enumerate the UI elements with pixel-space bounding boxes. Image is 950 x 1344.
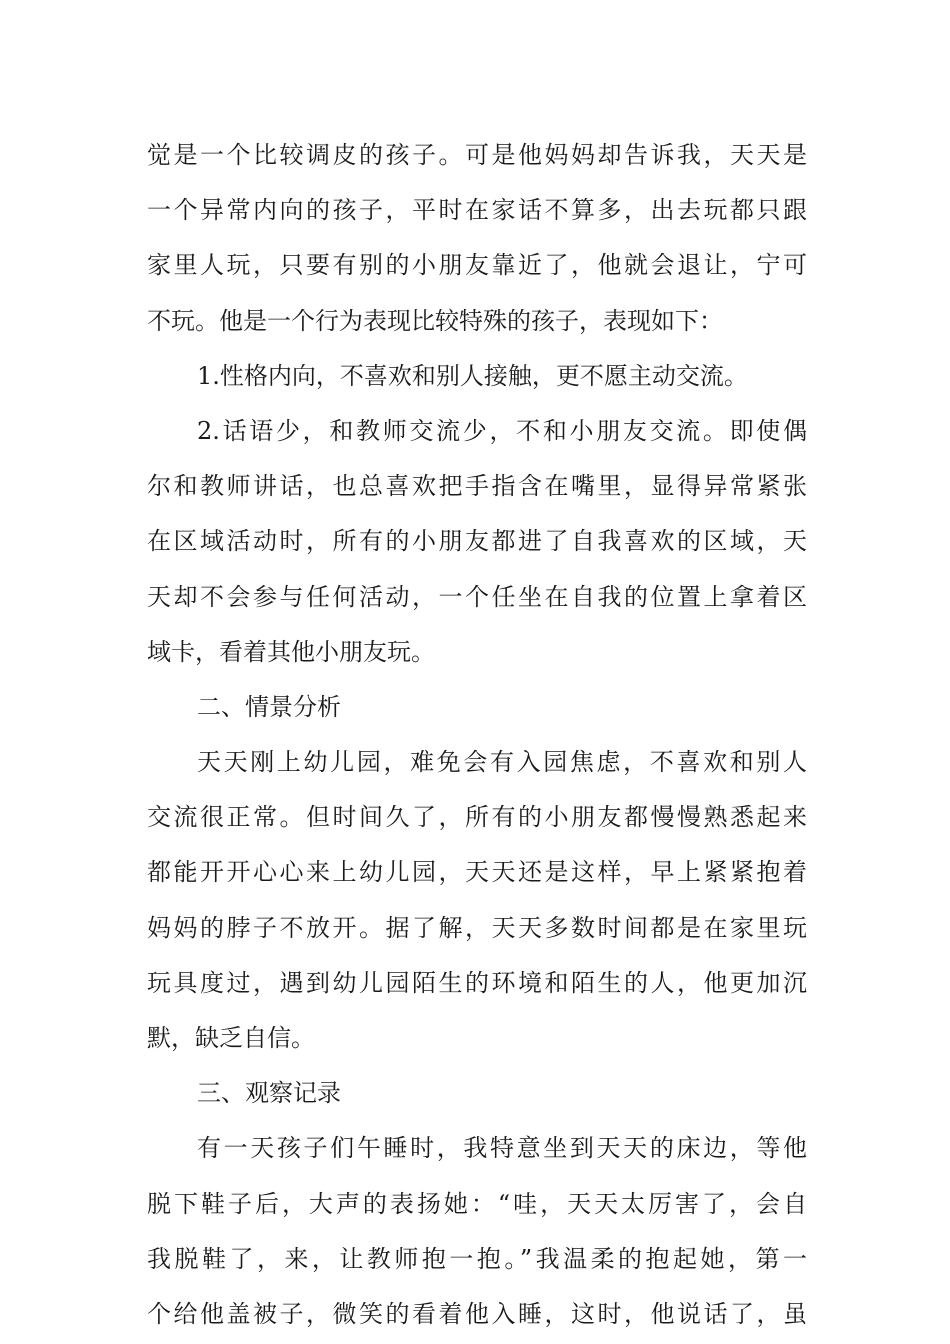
- paragraph-line: 我脱鞋了，来，让教师抱一抱。”我温柔的抱起她，第一: [147, 1244, 807, 1273]
- paragraph-line: 交流很正常。但时间久了，所有的小朋友都慢慢熟悉起来: [147, 803, 807, 832]
- document-body: [147, 128, 807, 1342]
- list-item-1: 1.性格内向，不喜欢和别人接触，更不愿主动交流。: [197, 361, 748, 390]
- paragraph-line: 不玩。他是一个行为表现比较特殊的孩子，表现如下：: [147, 306, 723, 335]
- paragraph-line: 脱下鞋子后，大声的表扬她：“哇，天天太厉害了，会自: [147, 1189, 807, 1218]
- paragraph-line: 有一天孩子们午睡时，我特意坐到天天的床边，等他: [197, 1134, 807, 1163]
- section-heading-observation-record: 三、观察记录: [197, 1079, 341, 1108]
- paragraph-line: 一个异常内向的孩子，平时在家话不算多，出去玩都只跟: [147, 196, 807, 225]
- paragraph-line: 妈妈的脖子不放开。据了解，天天多数时间都是在家里玩: [147, 913, 807, 942]
- paragraph-line: 在区域活动时，所有的小朋友都进了自我喜欢的区域，天: [147, 527, 807, 556]
- paragraph-line: 域卡，看着其他小朋友玩。: [147, 637, 435, 666]
- paragraph-line: 觉是一个比较调皮的孩子。可是他妈妈却告诉我，天天是: [147, 141, 807, 169]
- list-item-2: 2.话语少，和教师交流少，不和小朋友交流。即使偶: [197, 416, 807, 445]
- paragraph-line: 家里人玩，只要有别的小朋友靠近了，他就会退让，宁可: [147, 251, 807, 280]
- paragraph-line: 天天刚上幼儿园，难免会有入园焦虑，不喜欢和别人: [197, 748, 807, 777]
- paragraph-line: 天却不会参与任何活动，一个任坐在自我的位置上拿着区: [147, 582, 807, 611]
- paragraph-line: 都能开开心心来上幼儿园，天天还是这样，早上紧紧抱着: [147, 858, 807, 887]
- paragraph-line: 个给他盖被子，微笑的看着他入睡，这时，他说话了，虽: [147, 1299, 807, 1328]
- paragraph-line: 默，缺乏自信。: [147, 1024, 315, 1052]
- paragraph-line: 尔和教师讲话，也总喜欢把手指含在嘴里，显得异常紧张: [147, 472, 807, 501]
- paragraph-line: 玩具度过，遇到幼儿园陌生的环境和陌生的人，他更加沉: [147, 968, 807, 997]
- section-heading-situation-analysis: 二、情景分析: [197, 692, 341, 721]
